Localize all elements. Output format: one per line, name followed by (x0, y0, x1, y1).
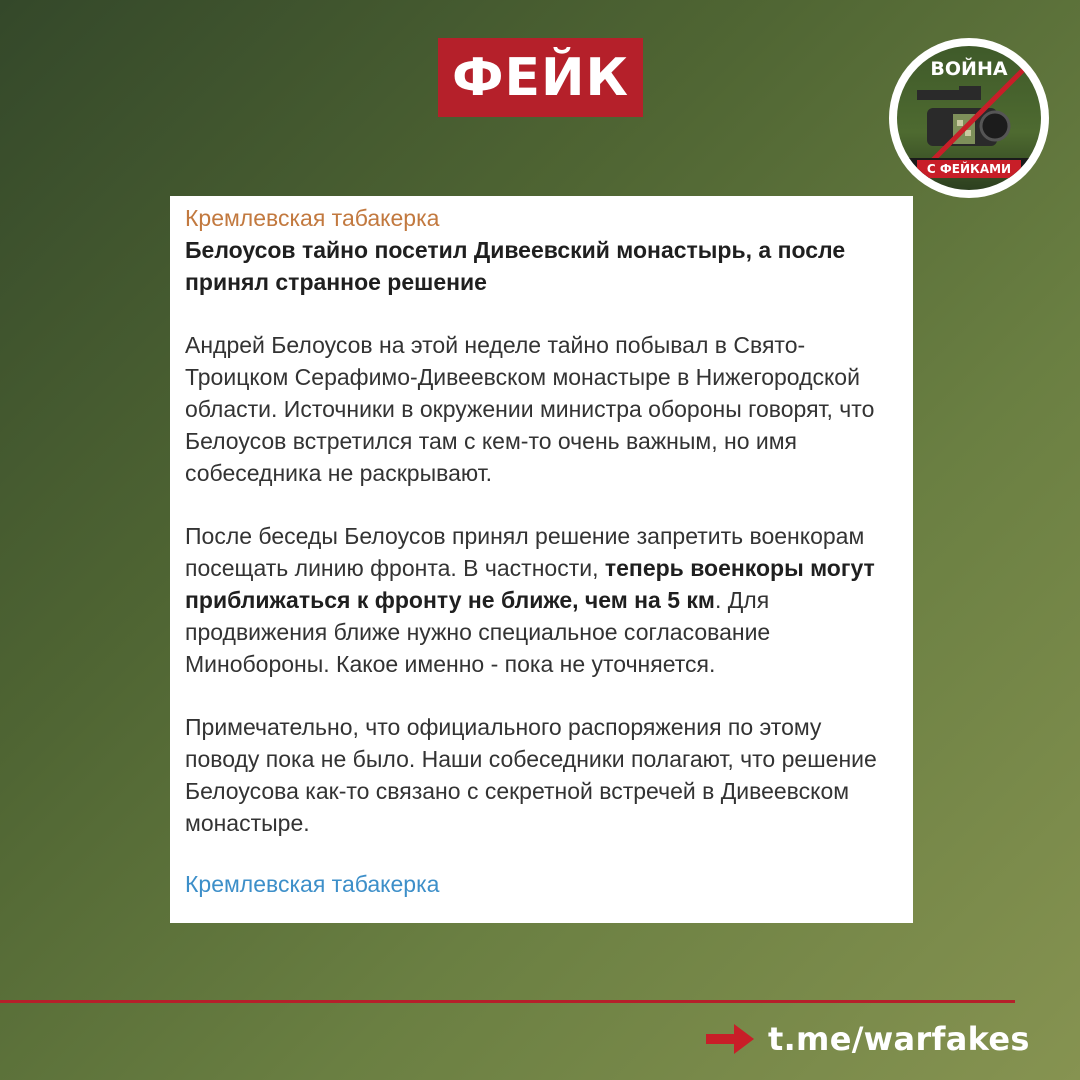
footer (706, 1014, 1030, 1064)
channel-signature-link[interactable]: Кремлевская табакерка (185, 871, 440, 897)
post-headline: Белоусов тайно посетил Дивеевский монастырь, а после принял странное решение (185, 237, 846, 295)
logo-top-text: ВОЙНА (930, 58, 1008, 80)
channel-name[interactable]: Кремлевская табакерка (185, 205, 440, 231)
post-card (170, 196, 913, 923)
war-on-fakes-logo (889, 38, 1049, 198)
logo-bottom-text: С ФЕЙКАМИ (917, 160, 1021, 178)
footer-divider (0, 1000, 1015, 1003)
fake-badge (438, 38, 643, 117)
paragraph-2-end: . Для продвижения ближе нужно специальное согласование Минобороны. Какое именно - пока не уточняется. (185, 587, 771, 677)
post-paragraph-2 (185, 520, 898, 680)
logo-emblem (897, 46, 1041, 190)
fake-badge-label: ФЕЙК (451, 47, 630, 108)
channel-link[interactable]: t.me/warfakes (768, 1020, 1030, 1058)
arrow-right-icon (706, 1024, 754, 1054)
paragraph-2-start: После беседы Белоусов принял решение запретить военкорам посещать линию фронта. В частности, (185, 523, 865, 581)
post-paragraph-1: Андрей Белоусов на этой неделе тайно побывал в Свято-Троицком Серафимо-Дивеевском монастыре в Нижегородской области. Источники в окружении министра обороны говорят, что Белоусов встретился там с кем-то очень важным, но имя собеседника не раскрывают. (185, 332, 875, 486)
post-paragraph-3: Примечательно, что официального распоряжения по этому поводу пока не было. Наши собеседники полагают, что решение Белоусова как-то связано с секретной встречей в Дивеевском монастыре. (185, 714, 877, 836)
paragraph-2-bold: теперь военкоры могут приближаться к фронту не ближе, чем на 5 км (185, 555, 875, 613)
